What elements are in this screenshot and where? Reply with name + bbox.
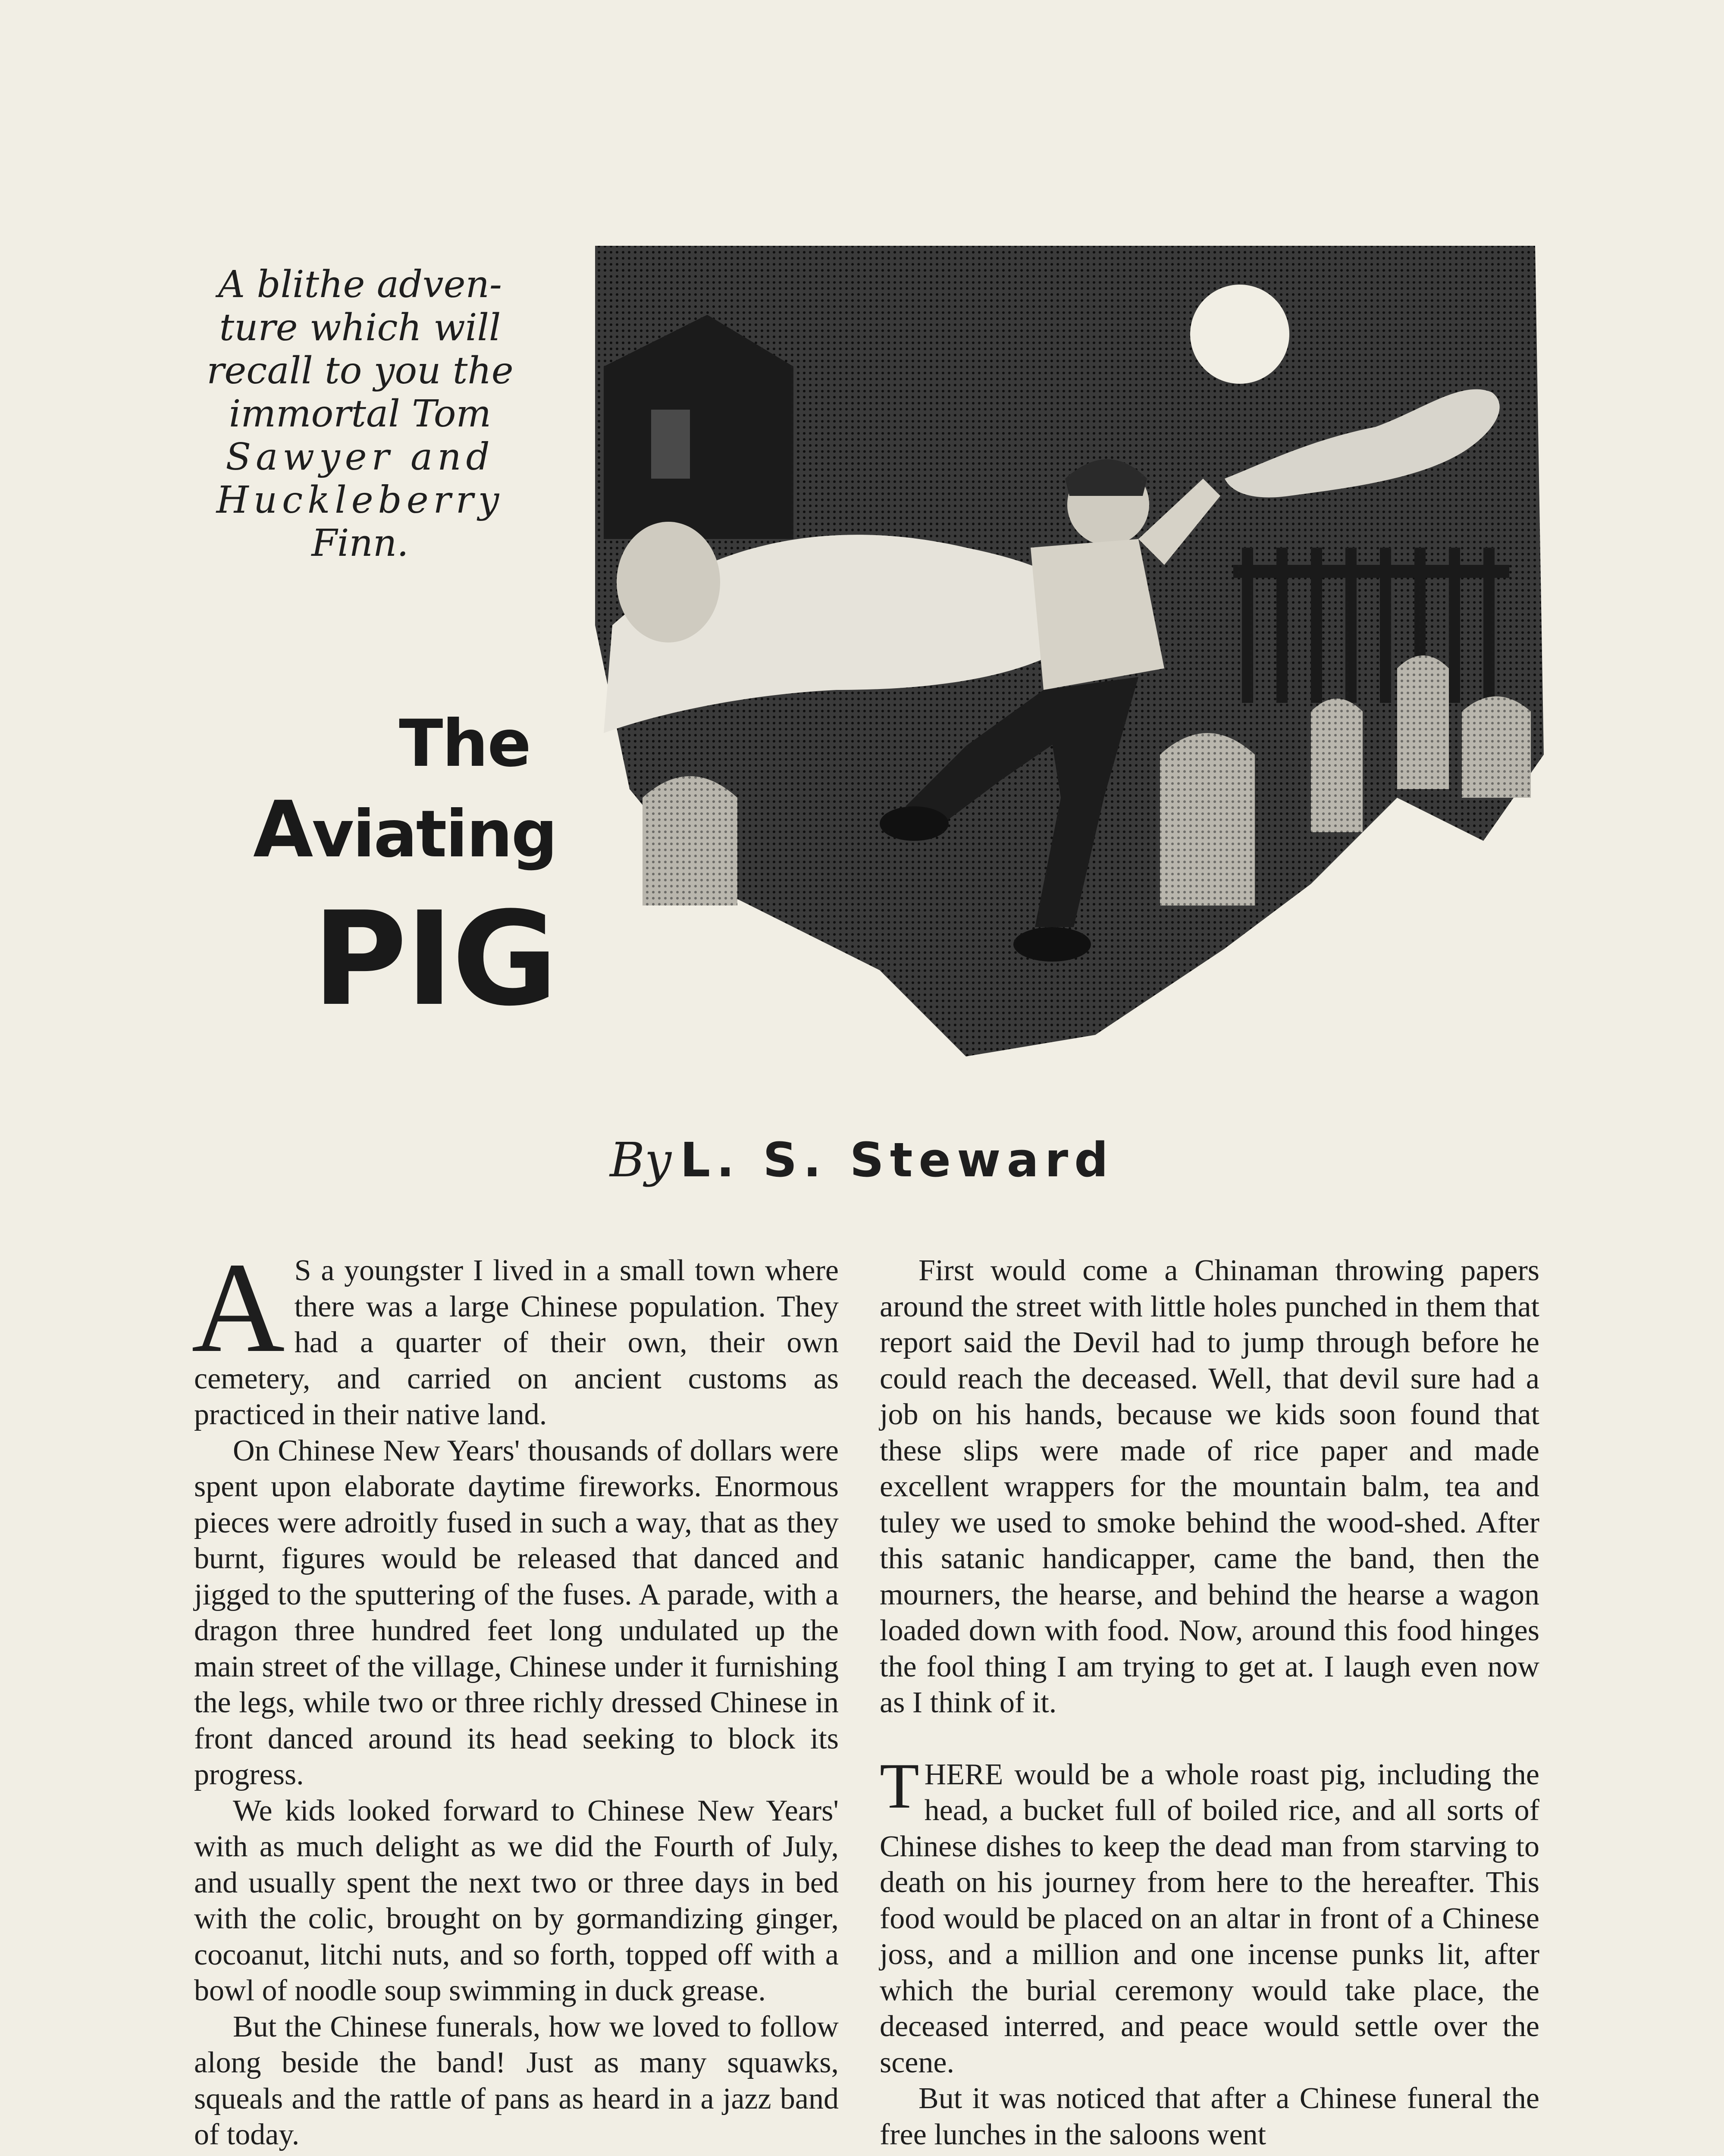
paragraph: First would come a Chinaman throwing papers around the street with little holes punched in them that report said the Devil had to jump through before he could reach the deceased. Well, that devil sure had a job on his hands, because we kids soon found that these slips were made of rice paper and made excellent wrappers for the mountain balm, tea and tuley we used to smoke behind the wood-shed. After this satanic handicapper, came the band, then the mourners, the hearse, and behind the hearse a wagon loaded down with food. Now, around this food hinges the fool thing I am trying to get at. I laugh even now as I think of it. [880, 1254, 1539, 1719]
tagline-line: A blithe adven- [218, 263, 502, 306]
byline-prefix: By [610, 1132, 672, 1188]
byline [0, 1130, 1724, 1191]
right-column [880, 1253, 1539, 2153]
left-column [191, 1236, 839, 2153]
paragraph: We kids looked forward to Chinese New Years' with as much delight as we did the Fourth of July, and usually spent the next two or three days in bed with the colic, brought on by gormandizing ginger, cocoanut, litchi nuts, and so forth, topped off with a bowl of noodle soup swimming in duck grease. [194, 1794, 839, 2007]
title-line-2 [181, 785, 556, 880]
title-line-3: PIG [312, 884, 556, 1034]
tagline-line: Huckleberry [216, 479, 504, 522]
paragraph [191, 1236, 839, 1433]
title-line-1: The [399, 706, 530, 781]
title-line-2-rest: viating [312, 797, 556, 872]
moon [1190, 285, 1289, 384]
drop-cap: A [191, 1236, 285, 1379]
tagline-line: ture which will [219, 306, 501, 349]
tagline-line: Sawyer and [226, 436, 495, 479]
story-title [181, 703, 556, 1034]
paragraph: But the Chinese funerals, how we loved to follow along beside the band! Just as many squawks, squeals and the rattle of pans as heard in a jazz band of today. [194, 2010, 839, 2151]
title-line-2-cap: A [253, 785, 312, 875]
author-name: L. S. Steward [680, 1132, 1114, 1188]
house-window [651, 410, 690, 479]
tagline [198, 263, 522, 565]
paragraph [880, 1750, 1539, 2081]
tagline-line: recall to you the [207, 349, 514, 392]
paragraph: But it was noticed that after a Chinese funeral the free lunches in the saloons went [880, 2082, 1539, 2151]
initial-cap: T [880, 1750, 919, 1822]
tagline-line: immortal Tom [229, 392, 492, 436]
ghost-face [617, 522, 720, 642]
paragraph-text: HERE would be a whole roast pig, including the head, a bucket full of boiled rice, and all sorts of Chinese dishes to keep the dead man from starving to death on his journey from here to the hereafter. This food would be placed on an altar in front of a Chinese joss, and a million and one incense punks lit, after which the burial ceremony would take place, the deceased interred, and peace would settle over the scene. [880, 1758, 1539, 2079]
paragraph-text: S a youngster I lived in a small town where there was a large Chinese population. They had a quarter of their own, their own cemetery, and carried on ancient customs as practiced in their native land. [194, 1254, 839, 1431]
graveyard-illustration [578, 237, 1557, 1100]
paragraph: On Chinese New Years' thousands of dollars were spent upon elaborate daytime fireworks. Enormous pieces were adroitly fused in such a way, that as they burnt, figures would be released that danced and jigged to the sputtering of the fuses. A parade, with a dragon three hundred feet long undulated up the main street of the village, Chinese under it furnishing the legs, while two or three richly dressed Chinese in front danced around its head seeking to block its progress. [194, 1434, 839, 1791]
tagline-line: Finn. [311, 522, 409, 565]
